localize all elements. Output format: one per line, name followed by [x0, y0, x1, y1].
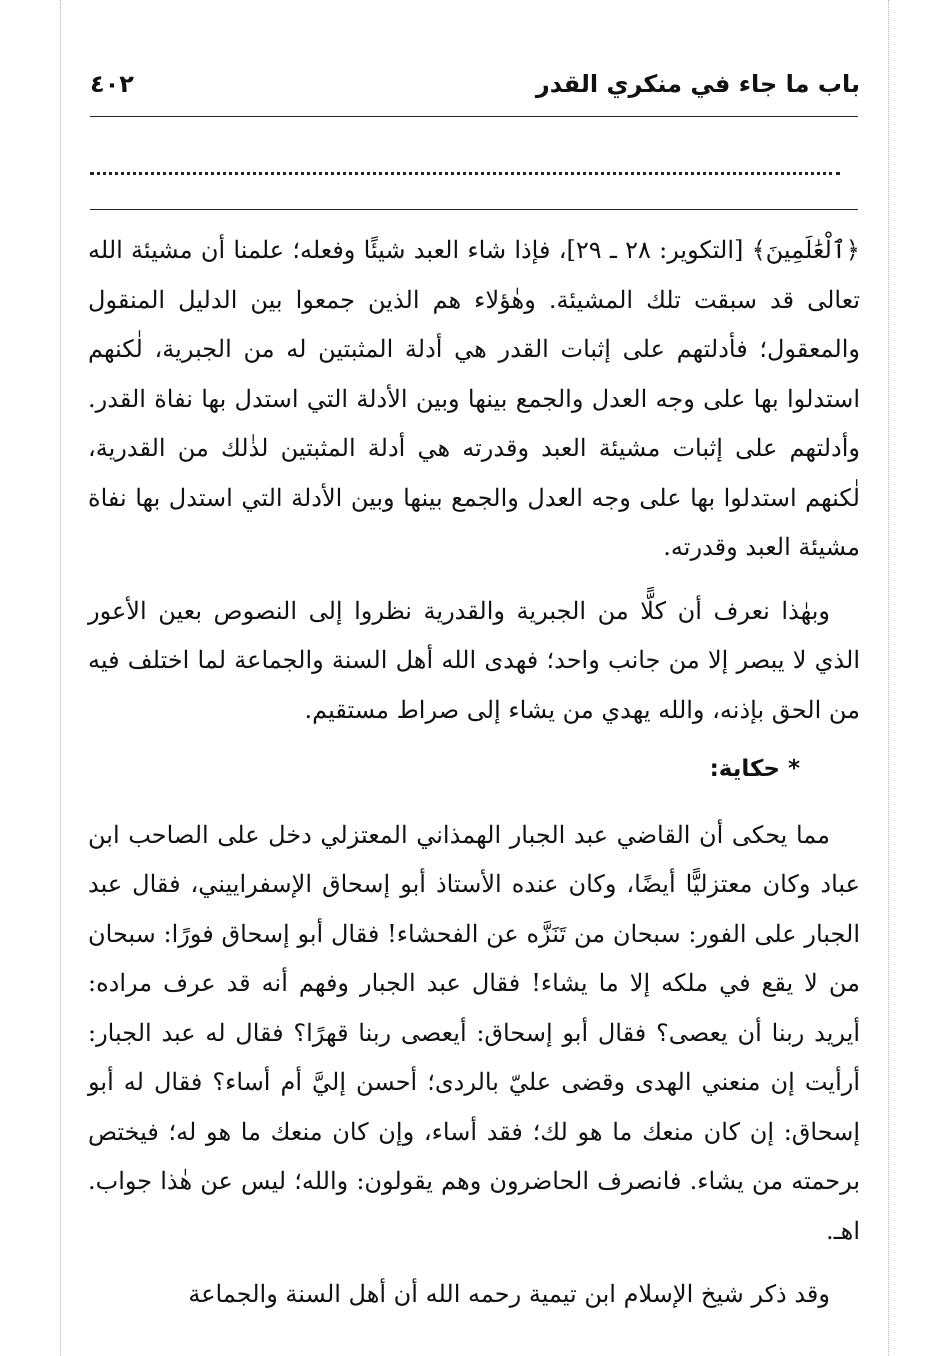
main-text — [88, 226, 860, 1320]
section-rule — [90, 209, 858, 210]
dotted-separator — [90, 150, 840, 175]
paragraph: وبهٰذا نعرف أن كلًّا من الجبرية والقدرية نظروا إلى النصوص بعين الأعور الذي لا يبصر إلا من جانب واحد؛ فهدى الله أهل السنة والجماعة لما اختلف فيه من الحق بإذنه، والله يهدي من يشاء إلى صراط مستقيم. — [88, 596, 860, 724]
scan-margin-line — [60, 0, 61, 1356]
story-paragraph: مما يحكى أن القاضي عبد الجبار الهمذاني المعتزلي دخل على الصاحب ابن عباد وكان معتزليًّا أيضًا، وكان عنده الأستاذ أبو إسحاق الإسفراييني، فقال عبد الجبار على الفور: سبحان من تَنَزَّه عن الفحشاء! فقال أبو إسحاق فورًا: سبحان من لا يقع في ملكه إلا ما يشاء! فقال عبد الجبار وفهم أنه قد عرف مراده: أيريد ربنا أن يعصى؟ فقال أبو إسحاق: أيعصى ربنا قهرًا؟ فقال له عبد الجبار: أرأيت إن منعني الهدى وقضى عليّ بالردى؛ أحسن إليَّ أم أساء؟ فقال له أبو إسحاق: إن كان منعك ما هو لك؛ فقد أساء، وإن كان منعك ما هو له؛ فيختص برحمته من يشاء. فانصرف الحاضرون وهم يقولون: والله؛ ليس عن هٰذا جواب. اهـ. — [88, 820, 861, 1245]
header-rule — [90, 116, 858, 117]
scan-margin-line — [888, 0, 889, 1356]
page-number: ٤٠٢ — [90, 70, 134, 98]
paragraph: ﴿ٱلْعَٰلَمِينَ﴾ [التكوير: ٢٨ ـ ٢٩]، فإذا شاء العبد شيئًا وفعله؛ علمنا أن مشيئة الله تعالى قد سبقت تلك المشيئة. وهٰؤلاء هم الذين جمعوا بين الدليل المنقول والمعقول؛ فأدلتهم على إثبات القدر هي أدلة المثبتين له من الجبرية، لٰكنهم استدلوا بها على وجه العدل والجمع بينها وبين الأدلة التي استدل بها نفاة القدر. وأدلتهم على إثبات مشيئة العبد وقدرته هي أدلة المثبتين لذٰلك من القدرية، لٰكنهم استدلوا بها على وجه العدل والجمع بينها وبين الأدلة التي استدل بها نفاة مشيئة العبد وقدرته. — [88, 236, 860, 561]
paragraph: وقد ذكر شيخ الإسلام ابن تيمية رحمه الله أن أهل السنة والجماعة — [188, 1280, 830, 1308]
section-heading: * حكاية: — [709, 756, 800, 782]
running-header — [90, 58, 860, 98]
chapter-title: باب ما جاء في منكري القدر — [535, 70, 860, 98]
